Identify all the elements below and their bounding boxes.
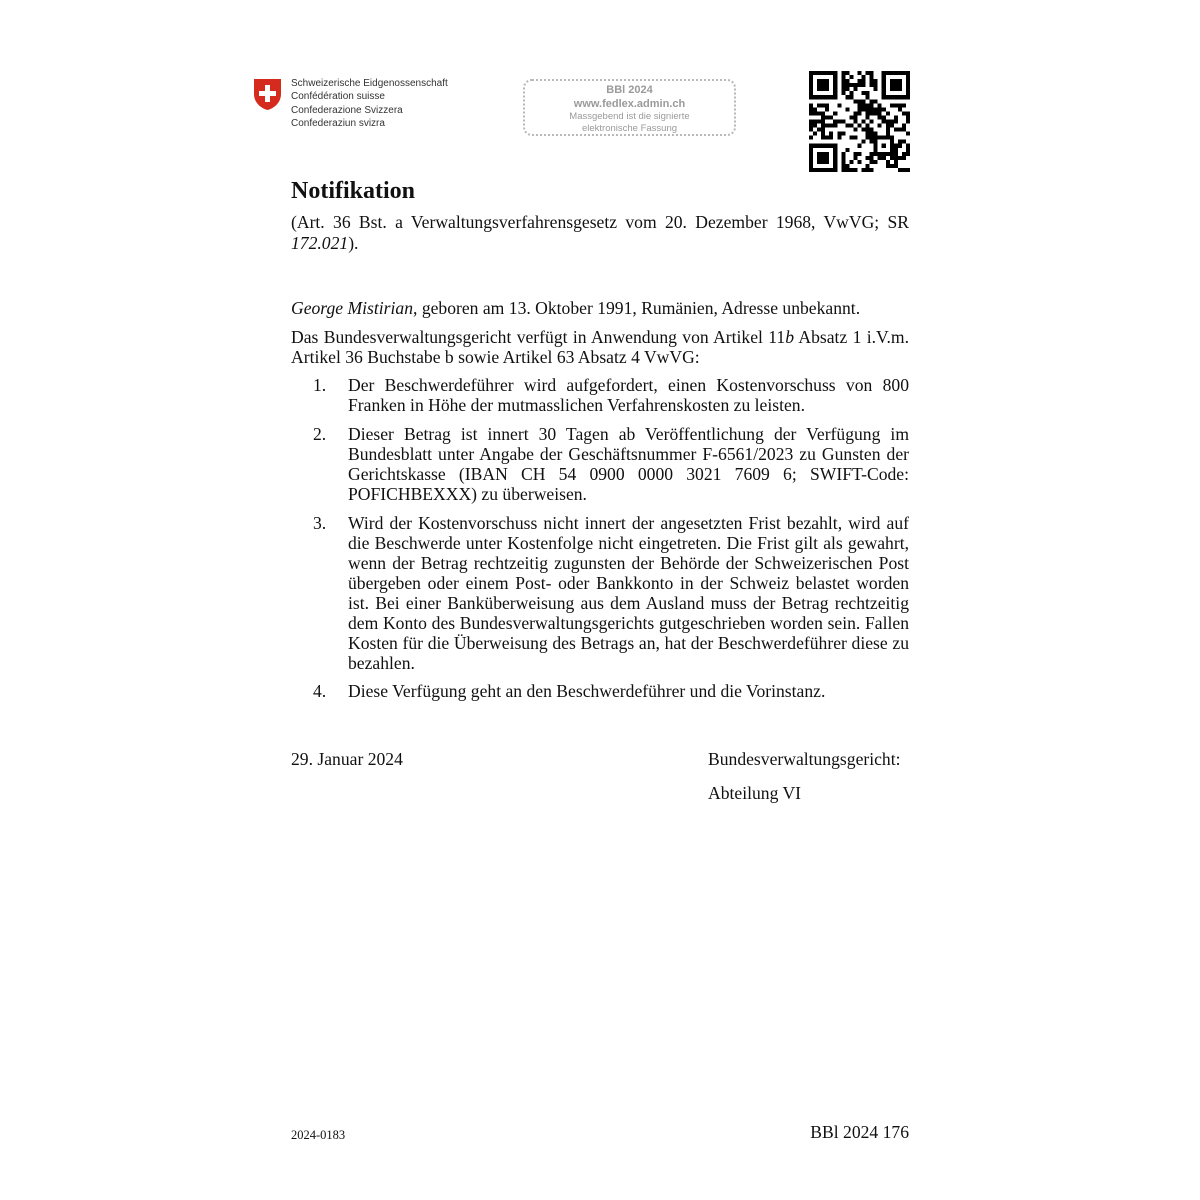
list-item-text: Wird der Kostenvorschuss nicht innert der angesetzten Frist bezahlt, wird auf die Beschwerde unter Kostenfolge nicht eingetreten. Die Frist gilt als gewahrt, wenn der Betrag rechtzeitig zugunsten der Behörde der Schweizerischen Post übergeben oder einem Post- oder Bankkonto in der Schweiz belastet worden ist. Bei einer Banküberweisung aus dem Ausland muss der Betrag rechtzeitig dem Konto des Bundesverwaltungsgerichts gutgeschrieben worden sein. Fallen Kosten für die Überweisung des Betrags an, hat der Beschwerdeführer diese zu bezahlen.: [348, 513, 909, 673]
list-item-number: 1.: [313, 375, 327, 395]
stamp-line-1: BBl 2024: [606, 84, 653, 96]
list-item-number: 2.: [313, 424, 327, 444]
list-item-number: 4.: [313, 681, 327, 701]
court-division: Abteilung VI: [708, 783, 802, 803]
court-name: Bundesverwaltungsgericht:: [708, 749, 901, 769]
document-title: Notifikation: [291, 178, 416, 204]
federal-name-de: Schweizerische Eidgenossenschaft: [291, 78, 448, 89]
publication-stamp: [523, 79, 736, 136]
intro-text-a: Das Bundesverwaltungsgericht verfügt in Anwendung von Artikel 11: [291, 327, 786, 347]
document-number: 2024-0183: [291, 1128, 346, 1142]
person-details: , geboren am 13. Oktober 1991, Rumänien, Adresse unbekannt.: [413, 298, 861, 318]
federal-name-rm: Confederaziun svizra: [291, 117, 385, 129]
stamp-line-3: Massgebend ist die signierte: [569, 111, 690, 122]
intro-text-c: Absatz 1 i.V.m. Artikel 36 Buchstabe b sowie Artikel 63 Absatz 4 VwVG:: [291, 327, 909, 367]
swiss-cross-shield-icon: [253, 78, 282, 111]
list-item-text: Der Beschwerdeführer wird aufgefordert, einen Kostenvorschuss von 800 Franken in Höhe der mutmasslichen Verfahrenskosten zu leisten.: [348, 375, 909, 415]
intro-text-b: b: [785, 327, 795, 347]
federal-name-it: Confederazione Svizzera: [291, 104, 403, 116]
subtitle-sr-number: 172.021: [291, 233, 349, 253]
intro-paragraph: [291, 327, 909, 367]
page-reference: BBl 2024 176: [810, 1122, 909, 1142]
subtitle-prefix: (Art. 36 Bst. a Verwaltungsverfahrensgesetz vom 20. Dezember 1968, VwVG; SR: [291, 212, 909, 232]
qr-code-icon: [809, 71, 910, 172]
stamp-line-2: www.fedlex.admin.ch: [573, 98, 686, 110]
stamp-line-4: elektronische Fassung: [581, 123, 678, 134]
document-date: 29. Januar 2024: [291, 749, 403, 769]
person-name: George Mistirian: [291, 298, 414, 318]
list-item-text: Dieser Betrag ist innert 30 Tagen ab Veröffentlichung der Verfügung im Bundesblatt unter Angabe der Geschäftsnummer F-6561/2023 zu Gunsten der Gerichtskasse (IBAN CH 54 0900 0000 3021 7609 6; SWIFT-Code: POFICHBEXXX) zu überweisen.: [348, 424, 909, 504]
list-item-number: 3.: [313, 513, 327, 533]
federal-name-fr: Confédération suisse: [291, 91, 385, 103]
list-item-text: Diese Verfügung geht an den Beschwerdeführer und die Vorinstanz.: [348, 681, 826, 701]
federal-names: [291, 77, 448, 130]
person-paragraph: [291, 298, 909, 318]
subtitle-suffix: ).: [348, 233, 359, 253]
document-subtitle: [291, 212, 909, 254]
